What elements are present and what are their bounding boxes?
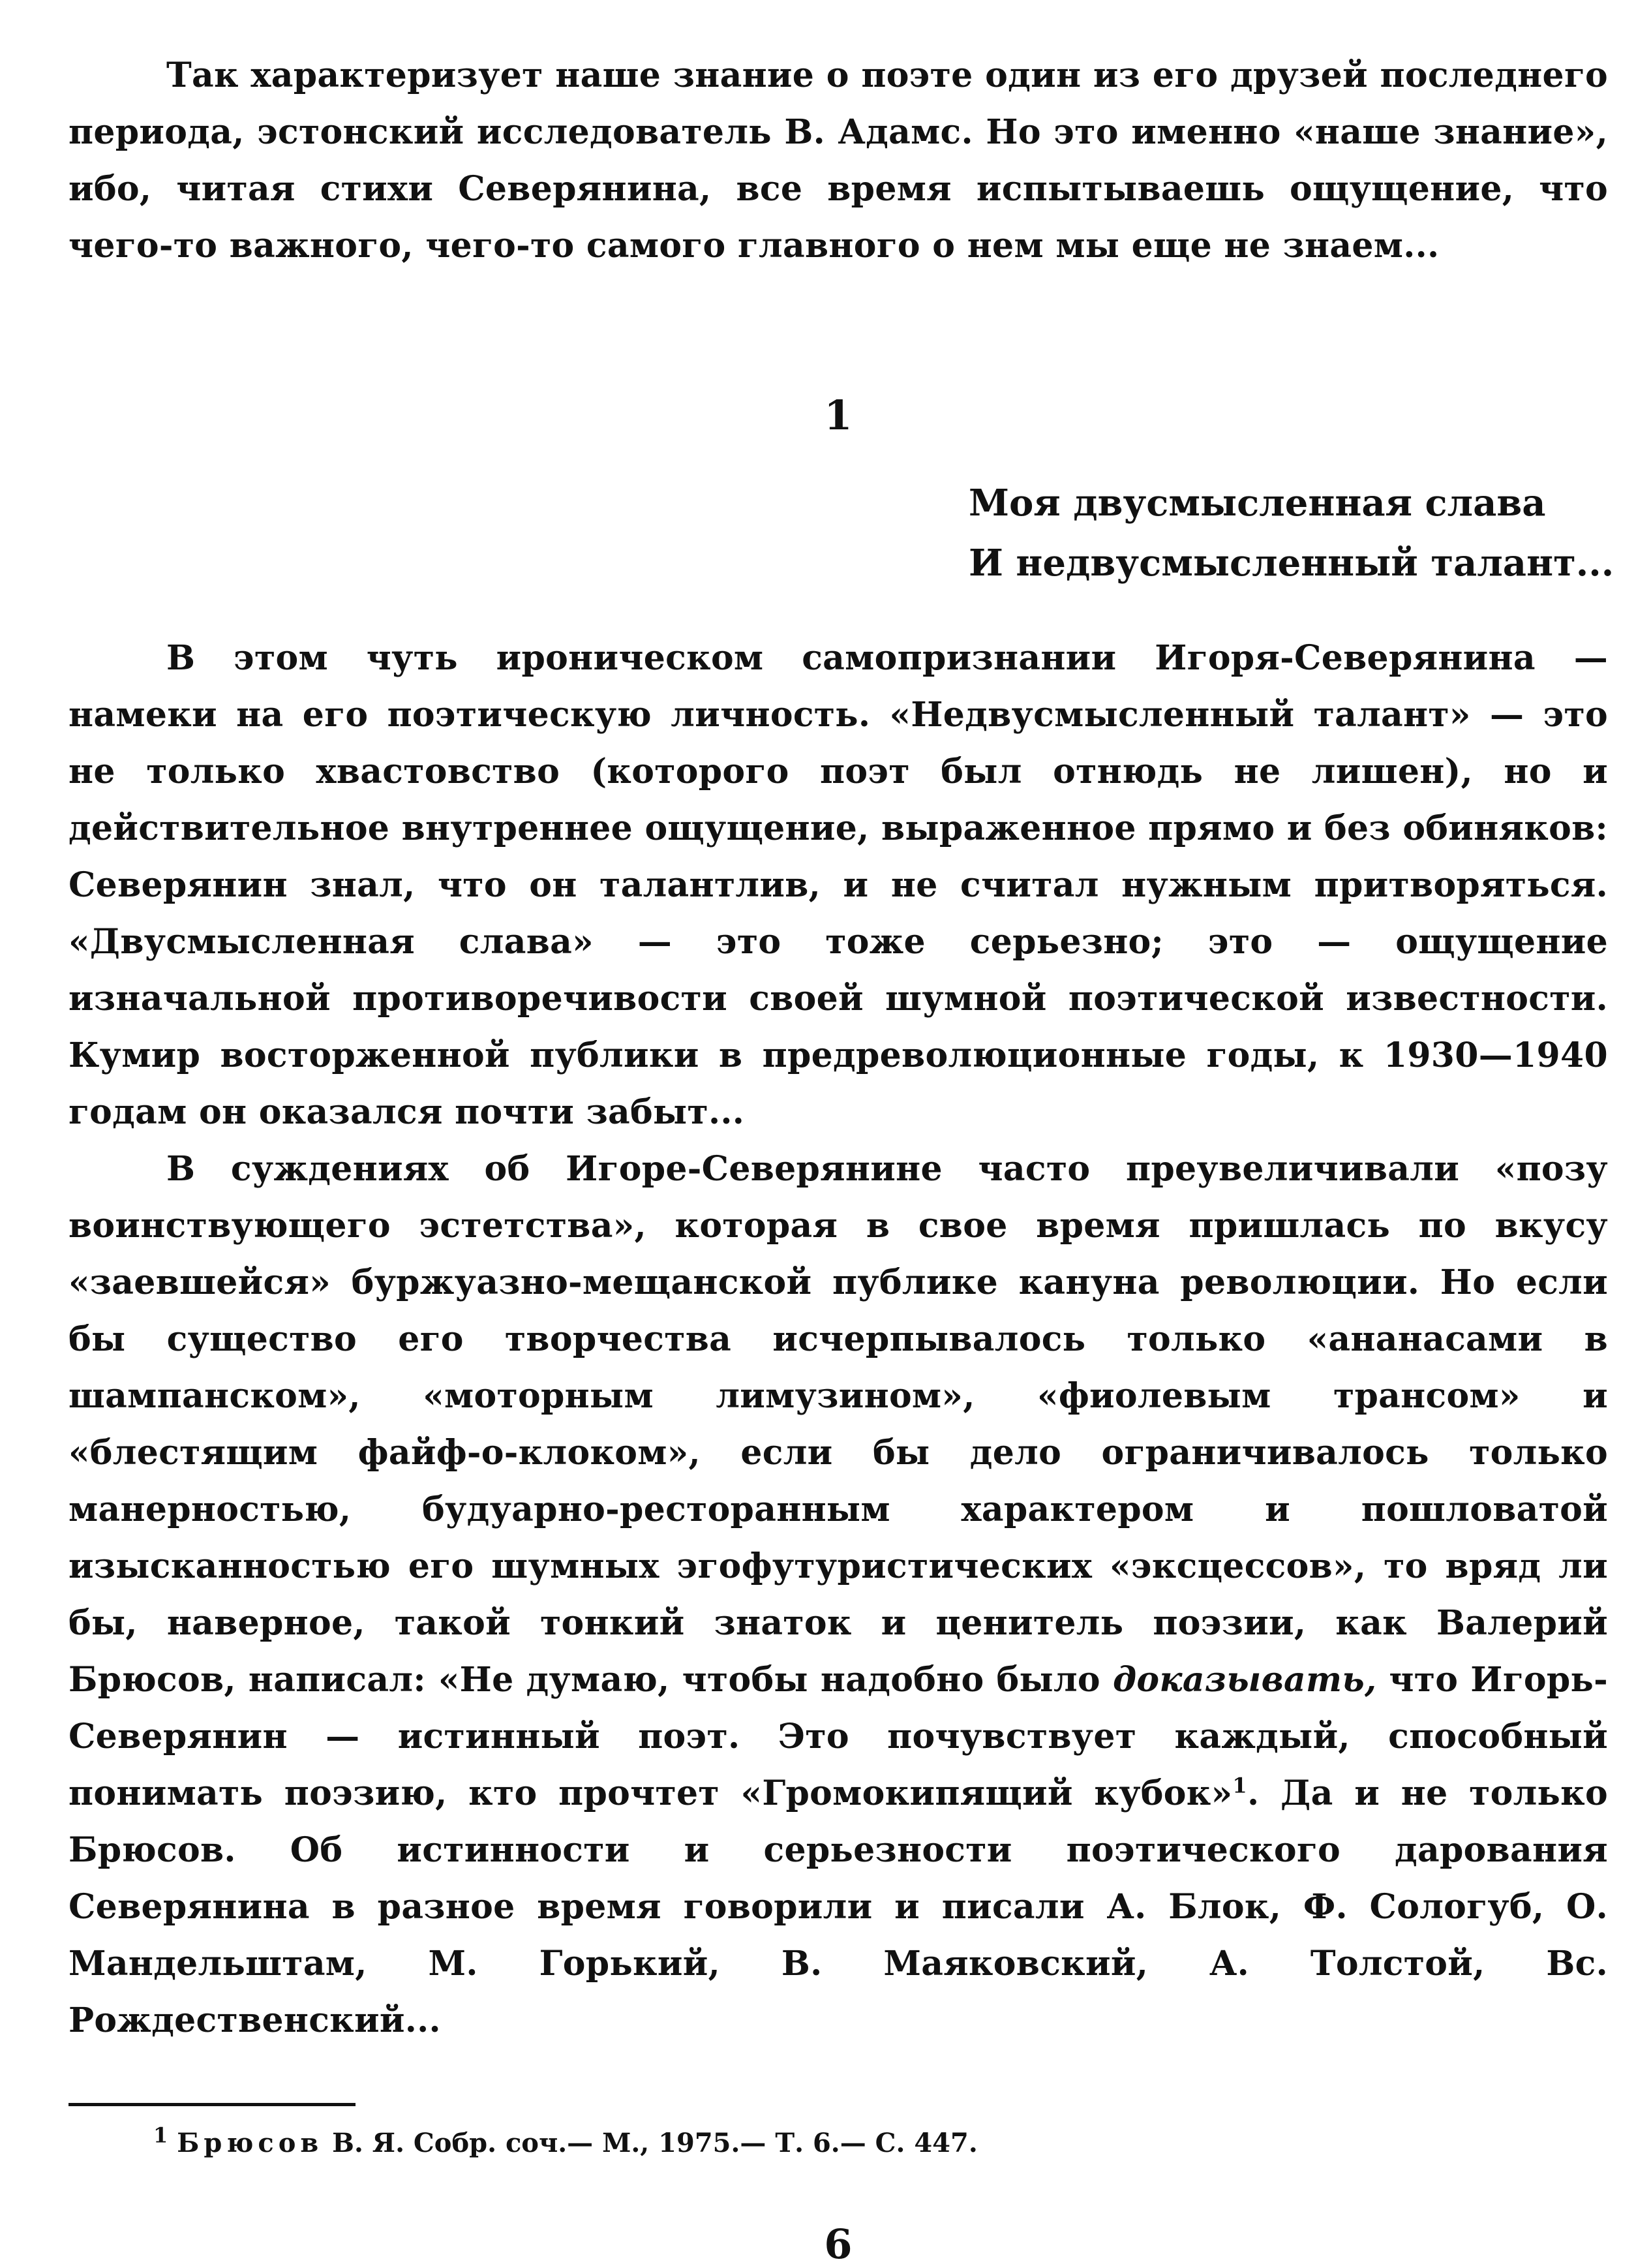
paragraph-3-part-2: что Игорь-Северянин — истинный поэт. Это почувствует каждый, способный понимать поэзию, кто прочтет «Громокипящий кубок» — [68, 1660, 1609, 1813]
paragraph-3 — [68, 1141, 1608, 2049]
footnote-author: Брюсов — [177, 2128, 324, 2158]
footnote-divider — [68, 2103, 356, 2106]
paragraph-3-part-1: В суждениях об Игоре-Северянине часто преувеличивали «позу воинствующего эстетства», которая в свое время пришлась по вкусу «заевшейся» буржуазно-мещанской публике кануна революции. Но если бы существо его творчества исчерпывалось только «ананасами в шампанском», «моторным лимузином», «фиолевым трансом» и «блестящим файф-о-клоком», если бы дело ограничивалось только манерностью, будуарно-ресторанным характером и пошловатой изысканностью его шумных эгофутуристических «эксцессов», то вряд ли бы, наверное, такой тонкий знаток и ценитель поэзии, как Валерий Брюсов, написал: «Не думаю, чтобы надобно было — [68, 1149, 1608, 1700]
book-page — [68, 39, 1614, 2268]
emphasized-word: доказывать, — [1112, 1660, 1377, 1700]
intro-paragraph: Так характеризует наше знание о поэте один из его друзей последнего периода, эстонский исследователь В. Адамс. Но это именно «наше знание», ибо, читая стихи Северянина, все время испытываешь ощущение, что чего-то важного, чего-то самого главного о нем мы еще не знаем... — [68, 55, 1608, 266]
footnote-reference: 1 — [1232, 1773, 1247, 1798]
epigraph — [969, 473, 1614, 593]
paragraph-3-part-3: . Да и не только Брюсов. Об истинности и серьезности поэтического дарования Северянина в разное время говорили и писали А. Блок, Ф. Сологуб, О. Мандельштам, М. Горький, В. Маяковский, А. Толстой, Вс. Рождественский... — [68, 1773, 1608, 2040]
footnote — [153, 2124, 978, 2163]
paragraph-2: В этом чуть ироническом самопризнании Игоря-Северянина — намеки на его поэтическую личность. «Недвусмысленный талант» — это не только хвастовство (которого поэт был отнюдь не лишен), но и действительное внутреннее ощущение, выраженное прямо и без обиняков: Северянин знал, что он талантлив, и не считал нужным притворяться. «Двусмысленная слава» — это тоже серьезно; это — ощущение изначальной противоречивости своей шумной поэтической известности. Кумир восторженной публики в предреволюционные годы, к 1930—1940 годам он оказался почти забыт... — [68, 638, 1608, 1132]
epigraph-line-1: Моя двусмысленная слава — [969, 482, 1546, 525]
footnote-number: 1 — [153, 2122, 168, 2148]
page-number: 6 — [824, 2220, 853, 2268]
footnote-text: В. Я. Собр. соч.— М., 1975.— Т. 6.— С. 447. — [332, 2128, 978, 2158]
epigraph-line-2: И недвусмысленный талант... — [969, 542, 1614, 585]
section-number: 1 — [824, 391, 853, 439]
main-text — [68, 630, 1608, 2049]
